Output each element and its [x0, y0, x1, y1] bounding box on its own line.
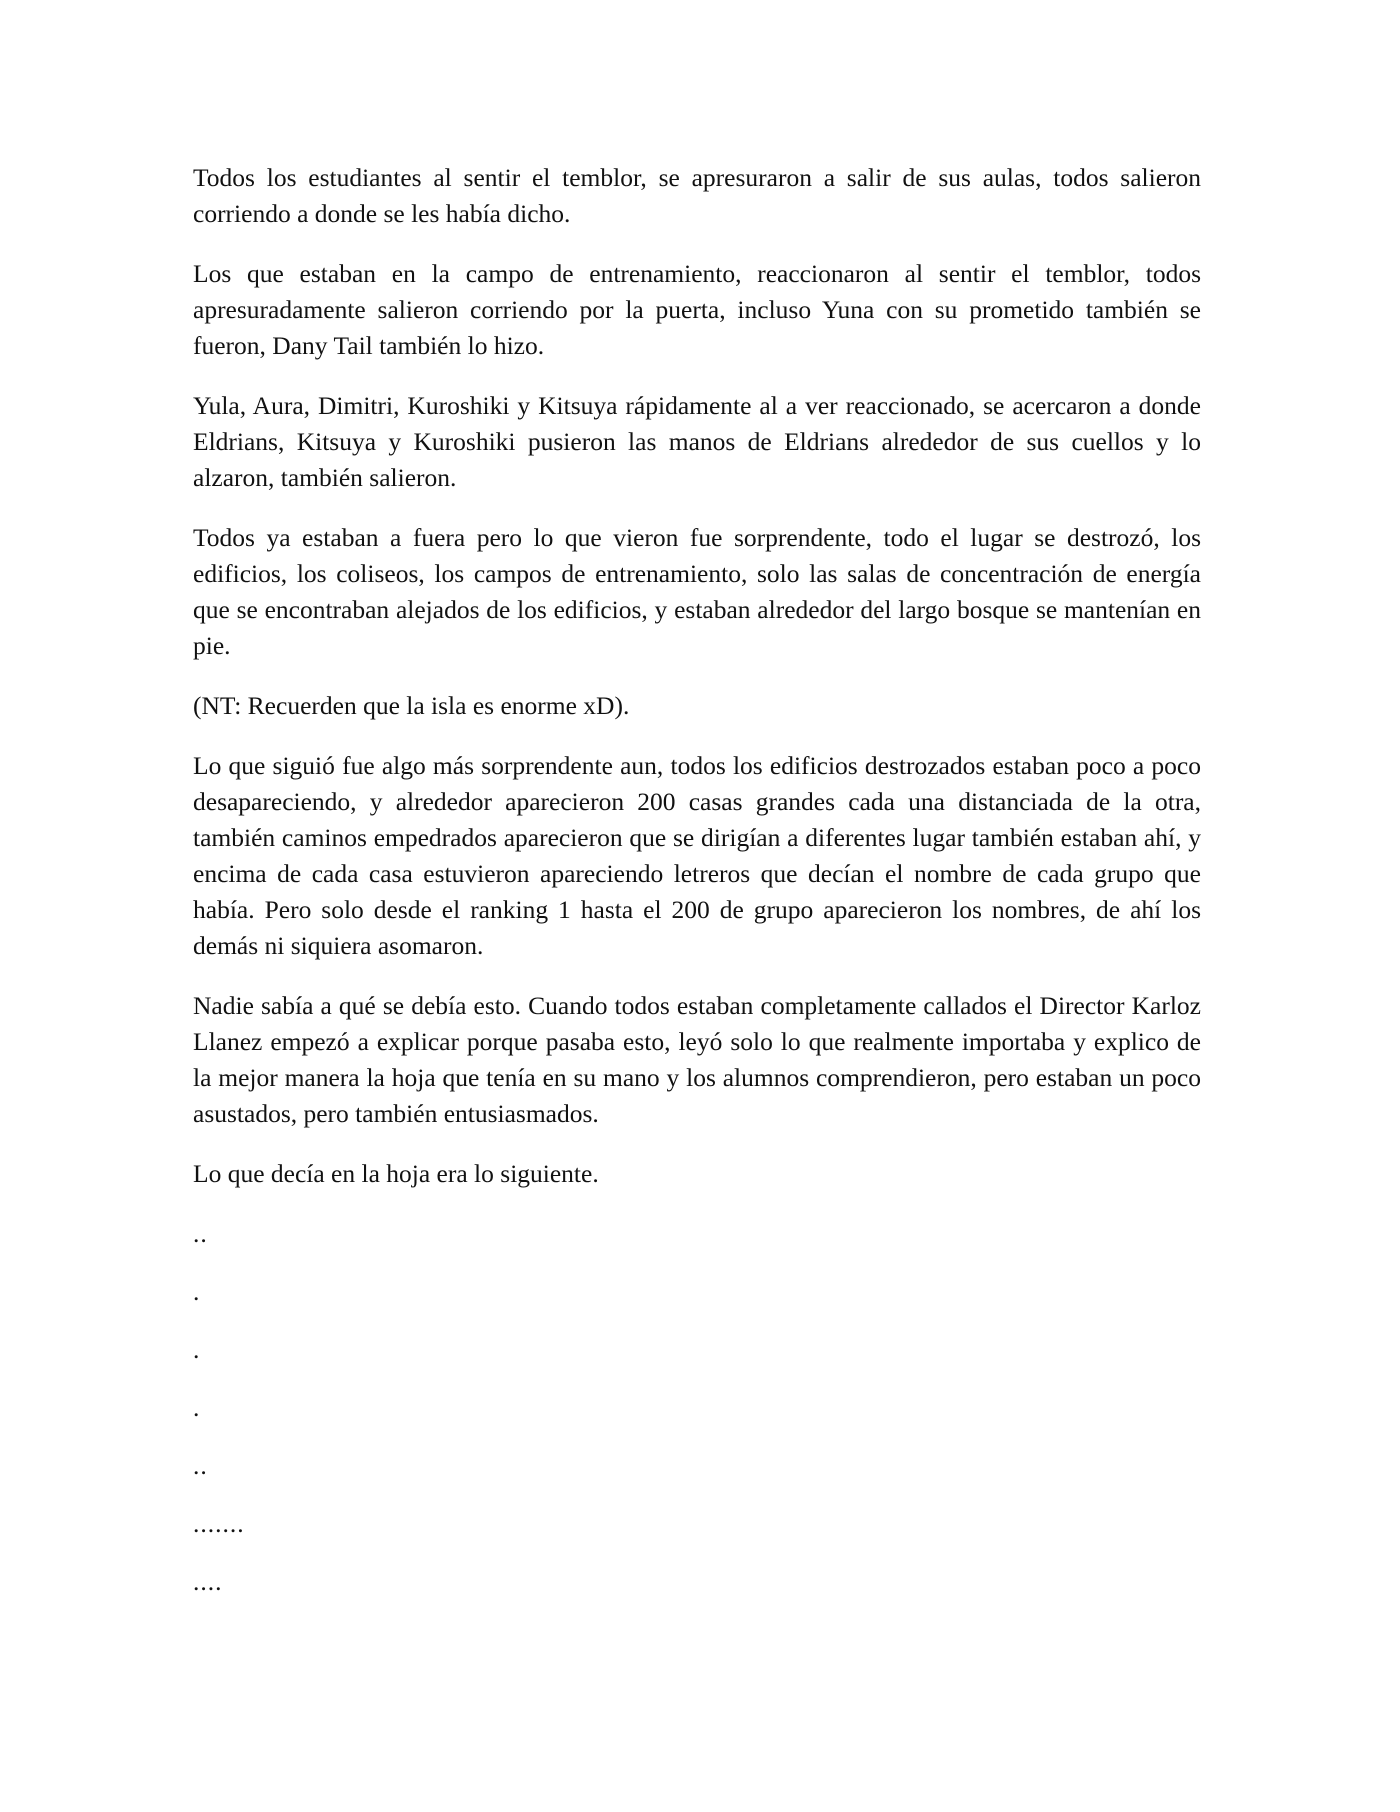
paragraph: Los que estaban en la campo de entrenamiento, reaccionaron al sentir el temblor, todos apresuradamente salieron corriendo por la puerta, incluso Yuna con su prometido también se fueron, Dany Tail también lo hizo. — [193, 259, 1201, 360]
dot-line: .. — [193, 1451, 208, 1480]
dot-line: . — [193, 1277, 201, 1306]
dot-line: .. — [193, 1219, 208, 1248]
paragraph: (NT: Recuerden que la isla es enorme xD). — [193, 691, 630, 720]
dot-line: . — [193, 1335, 201, 1364]
paragraph: Yula, Aura, Dimitri, Kuroshiki y Kitsuya rápidamente al a ver reaccionado, se acercaron a donde Eldrians, Kitsuya y Kuroshiki pusieron las manos de Eldrians alrededor de sus cuellos y lo alzaron, también salieron. — [193, 391, 1201, 492]
document-body — [193, 160, 1201, 1622]
paragraph: Todos los estudiantes al sentir el temblor, se apresuraron a salir de sus aulas, todos salieron corriendo a donde se les había dicho. — [193, 163, 1201, 228]
dot-line: .... — [193, 1567, 223, 1596]
paragraph: Lo que siguió fue algo más sorprendente aun, todos los edificios destrozados estaban poco a poco desapareciendo, y alrededor aparecieron 200 casas grandes cada una distanciada de la otra, también caminos empedrados aparecieron que se dirigían a diferentes lugar también estaban ahí, y encima de cada casa estuvieron apareciendo letreros que decían el nombre de cada grupo que había. Pero solo desde el ranking 1 hasta el 200 de grupo aparecieron los nombres, de ahí los demás ni siquiera asomaron. — [193, 751, 1201, 960]
dot-line: ....... — [193, 1509, 245, 1538]
paragraph: Nadie sabía a qué se debía esto. Cuando todos estaban completamente callados el Director Karloz Llanez empezó a explicar porque pasaba esto, leyó solo lo que realmente importaba y explico de la mejor manera la hoja que tenía en su mano y los alumnos comprendieron, pero estaban un poco asustados, pero también entusiasmados. — [193, 991, 1201, 1128]
dot-line: . — [193, 1393, 201, 1422]
paragraph: Lo que decía en la hoja era lo siguiente. — [193, 1159, 599, 1188]
paragraph: Todos ya estaban a fuera pero lo que vieron fue sorprendente, todo el lugar se destrozó, los edificios, los coliseos, los campos de entrenamiento, solo las salas de concentración de energía que se encontraban alejados de los edificios, y estaban alrededor del largo bosque se mantenían en pie. — [193, 523, 1201, 660]
